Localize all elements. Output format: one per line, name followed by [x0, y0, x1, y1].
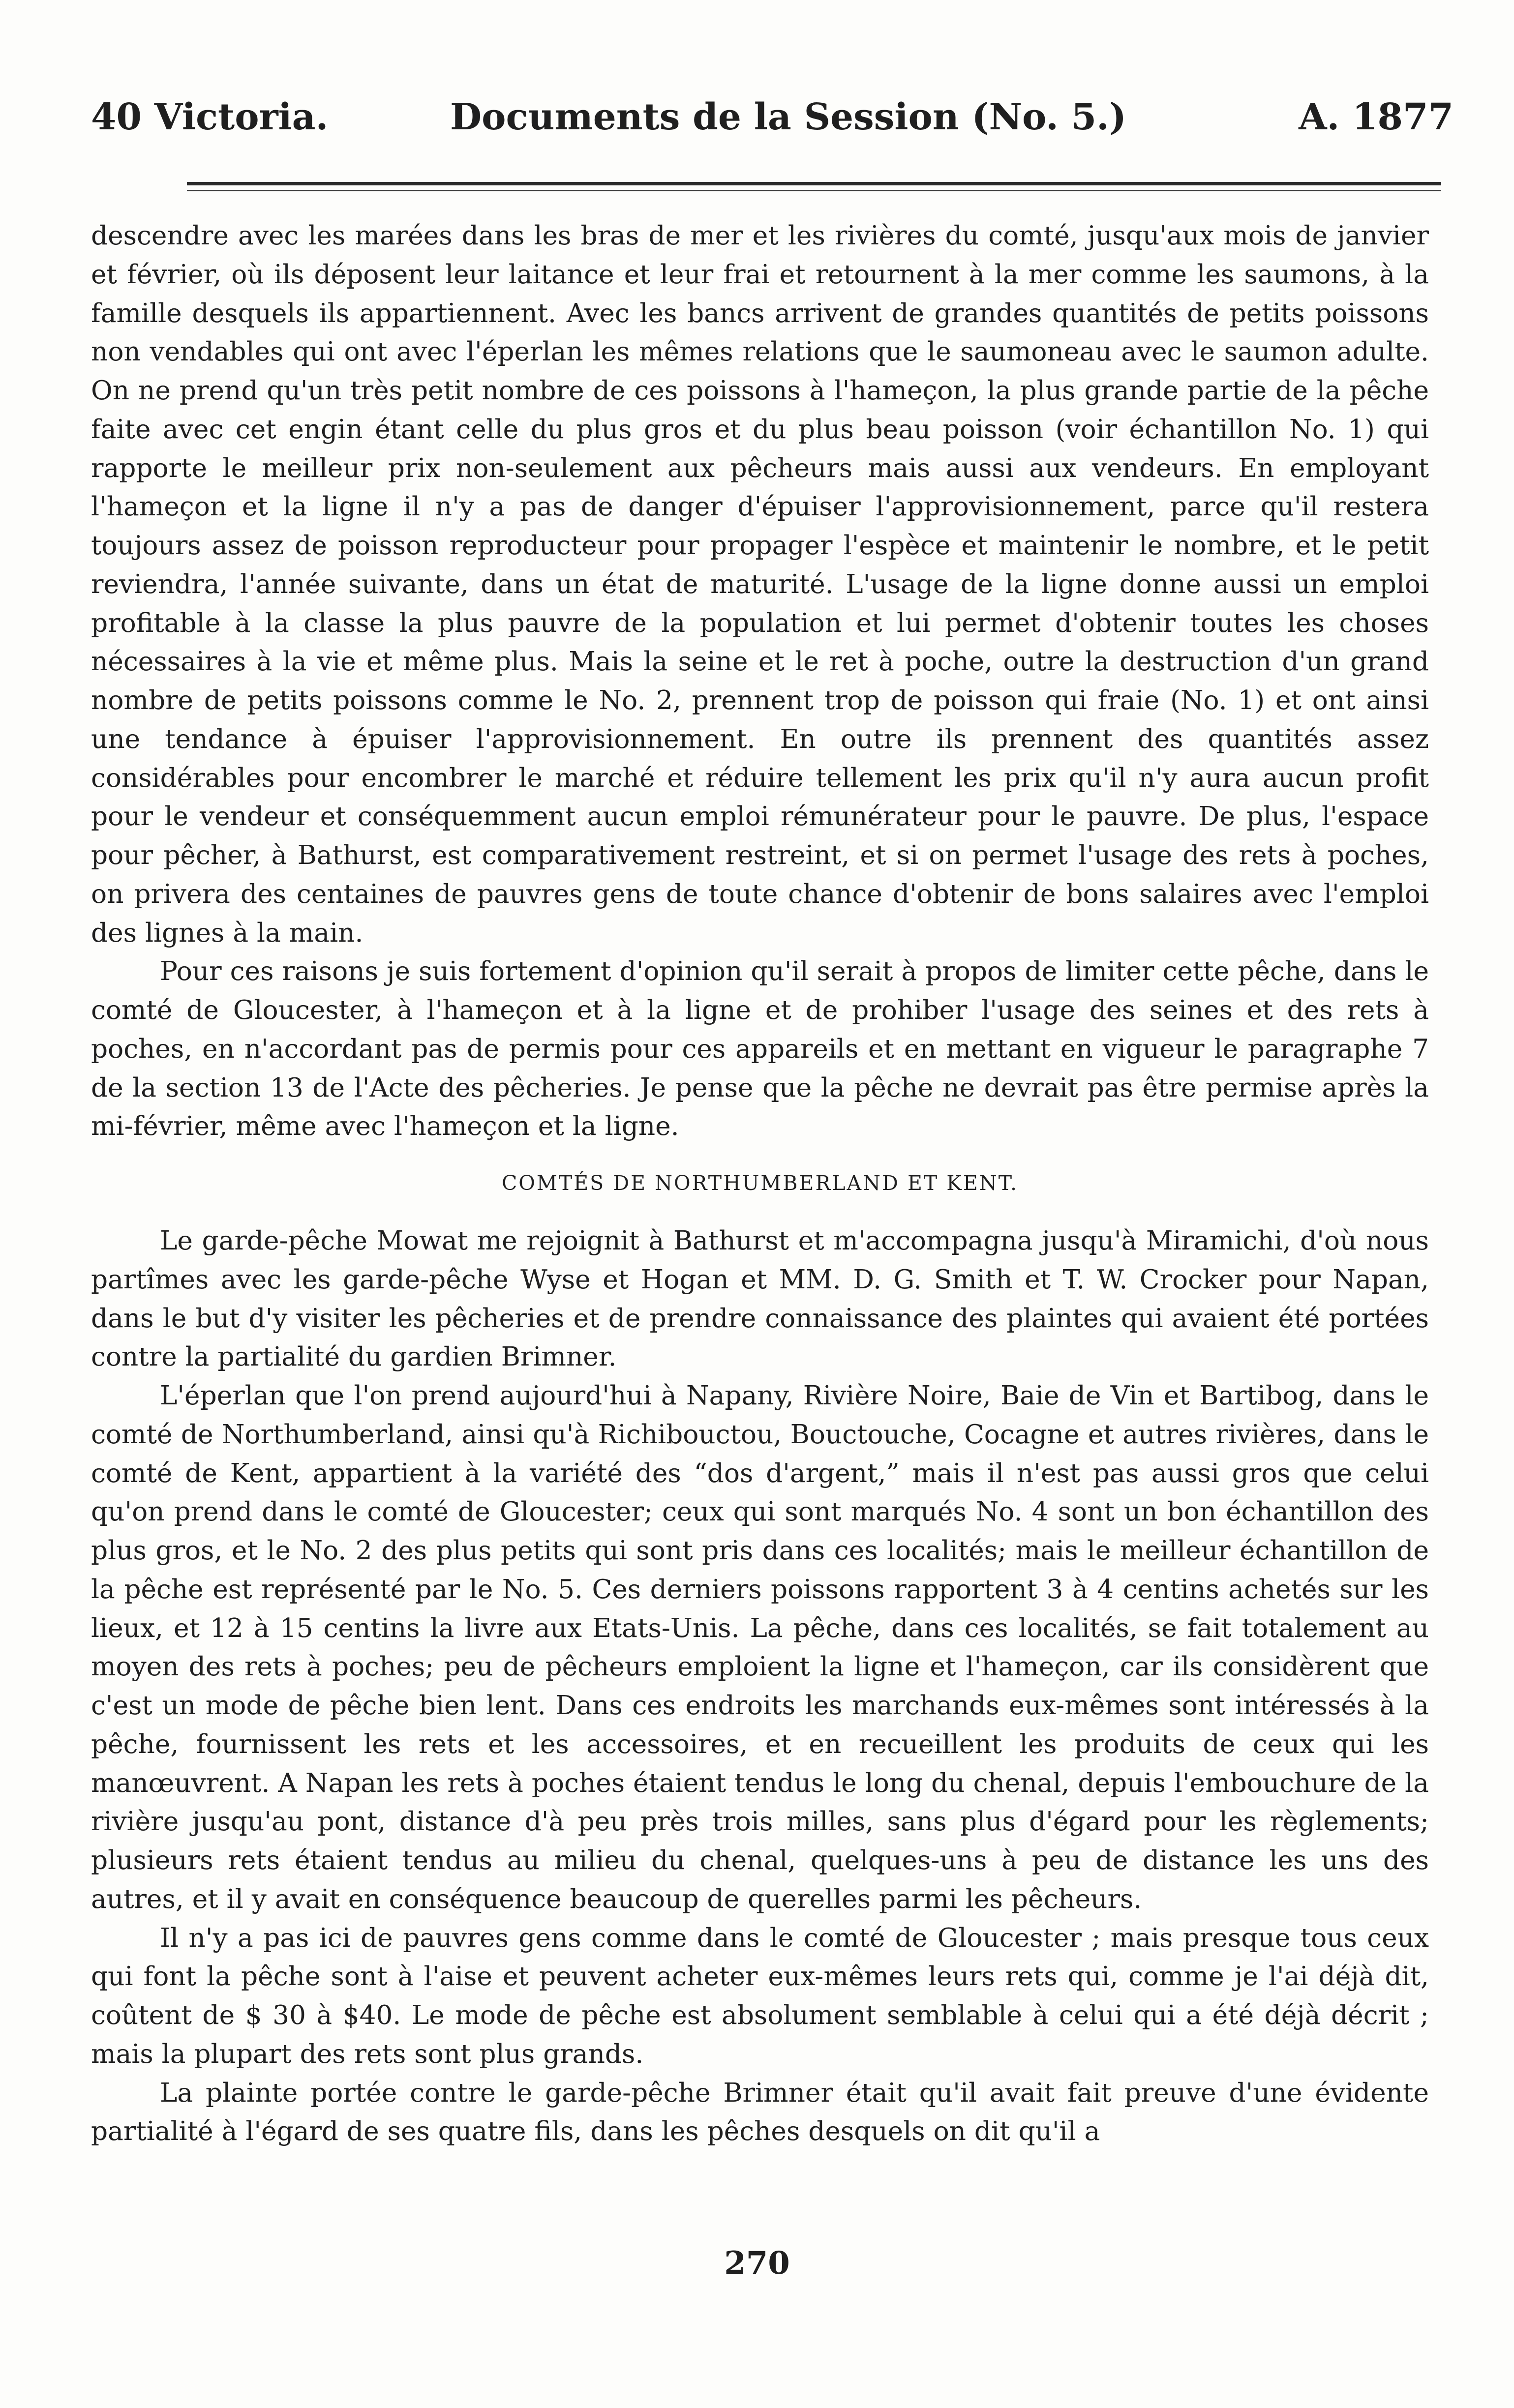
page-number: 270 — [724, 2245, 790, 2282]
running-head-left: 40 Victoria. — [91, 96, 329, 138]
paragraph-pauvres-gens: Il n'y a pas ici de pauvres gens comme dans le comté de Gloucester ; mais presque tous ceux qui font la pêche sont à l'aise et peuvent acheter eux-mêmes leurs rets qui, comme je l'ai déjà dit, coûtent de $ 30 à $40. Le mode de pêche est absolument semblable à celui qui a été déjà décrit ; mais la plupart des rets sont plus grands. — [91, 1922, 1429, 2069]
paragraph-plainte: La plainte portée contre le garde-pêche Brimner était qu'il avait fait preuve d'une évidente partialité à l'égard de ses quatre fils, dans les pêches desquels on dit qu'il a — [91, 2077, 1429, 2147]
header-rule-thin — [187, 190, 1441, 191]
section-heading: COMTÉS DE NORTHUMBERLAND ET KENT. — [501, 1171, 1019, 1195]
paragraph-recommendation: Pour ces raisons je suis fortement d'opinion qu'il serait à propos de limiter cette pêche, dans le comté de Gloucester, à l'hameçon et à la ligne et de prohiber l'usage des seines et des rets à poches, en n'accordant pas de permis pour ces appareils et en mettant en vigueur le paragraphe 7 de la section 13 de l'Acte des pêcheries. Je pense que la pêche ne devrait pas être permise après la mi-février, même avec l'hameçon et la ligne. — [91, 956, 1429, 1142]
paragraph-mowat: Le garde-pêche Mowat me rejoignit à Bathurst et m'accompagna jusqu'à Miramichi, d'où nous partîmes avec les garde-pêche Wyse et Hogan et MM. D. G. Smith et T. W. Crocker pour Napan, dans le but d'y visiter les pêcheries et de prendre connaissance des plaintes qui avaient été portées contre la partialité du gardien Brimner. — [91, 1225, 1429, 1372]
paragraph-continued: descendre avec les marées dans les bras de mer et les rivières du comté, jusqu'aux mois de janvier et février, où ils déposent leur laitance et leur frai et retournent à la mer comme les saumons, à la famille desquels ils appartiennent. Avec les bancs arrivent de grandes quantités de petits poissons non vendables qui ont avec l'éperlan les mêmes relations que le saumoneau avec le saumon adulte. On ne prend qu'un très petit nombre de ces poissons à l'hameçon, la plus grande partie de la pêche faite avec cet engin étant celle du plus gros et du plus beau poisson (voir échantillon No. 1) qui rapporte le meilleur prix non-seulement aux pêcheurs mais aussi aux vendeurs. En employant l'hameçon et la ligne il n'y a pas de danger d'épuiser l'approvisionnement, parce qu'il restera toujours assez de poisson reproducteur pour propager l'espèce et maintenir le nombre, et le petit reviendra, l'année suivante, dans un état de maturité. L'usage de la ligne donne aussi un emploi profitable à la classe la plus pauvre de la population et lui permet d'obtenir toutes les choses nécessaires à la vie et même plus. Mais la seine et le ret à poche, outre la destruction d'un grand nombre de petits poissons comme le No. 2, prennent trop de poisson qui fraie (No. 1) et ont ainsi une tendance à épuiser l'approvisionnement. En outre ils prennent des quantités assez considérables pour encombrer le marché et réduire tellement les prix qu'il n'y aura aucun profit pour le vendeur et conséquemment aucun emploi rémunérateur pour le pauvre. De plus, l'espace pour pêcher, à Bathurst, est comparativement restreint, et si on permet l'usage des rets à poches, on privera des centaines de pauvres gens de toute chance d'obtenir de bons salaires avec l'emploi des lignes à la main. — [91, 220, 1429, 948]
running-head — [91, 81, 1453, 140]
header-rule-thick — [187, 182, 1441, 185]
running-head-title: Documents de la Session (No. 5.) — [450, 96, 1126, 138]
running-head-year: A. 1877 — [1299, 96, 1453, 138]
paragraph-eperlan: L'éperlan que l'on prend aujourd'hui à Napany, Rivière Noire, Baie de Vin et Bartibog, dans le comté de Northumberland, ainsi qu'à Richibouctou, Bouctouche, Cocagne et autres rivières, dans le comté de Kent, appartient à la variété des “dos d'argent,” mais il n'est pas aussi gros que celui qu'on prend dans le comté de Gloucester; ceux qui sont marqués No. 4 sont un bon échantillon des plus gros, et le No. 2 des plus petits qui sont pris dans ces localités; mais le meilleur échantillon de la pêche est représenté par le No. 5. Ces derniers poissons rapportent 3 à 4 centins achetés sur les lieux, et 12 à 15 centins la livre aux Etats-Unis. La pêche, dans ces localités, se fait totalement au moyen des rets à poches; peu de pêcheurs emploient la ligne et l'hameçon, car ils considèrent que c'est un mode de pêche bien lent. Dans ces endroits les marchands eux-mêmes sont intéressés à la pêche, fournissent les rets et les accessoires, et en recueillent les produits de ceux qui les manœuvrent. A Napan les rets à poches étaient tendus le long du chenal, depuis l'embouchure de la rivière jusqu'au pont, distance d'à peu près trois milles, sans plus d'égard pour les règlements; plusieurs rets étaient tendus au milieu du chenal, quelques-uns à peu de distance les uns des autres, et il y avait en conséquence beaucoup de querelles parmi les pêcheurs. — [91, 1380, 1429, 1914]
text-column — [91, 216, 1429, 2151]
